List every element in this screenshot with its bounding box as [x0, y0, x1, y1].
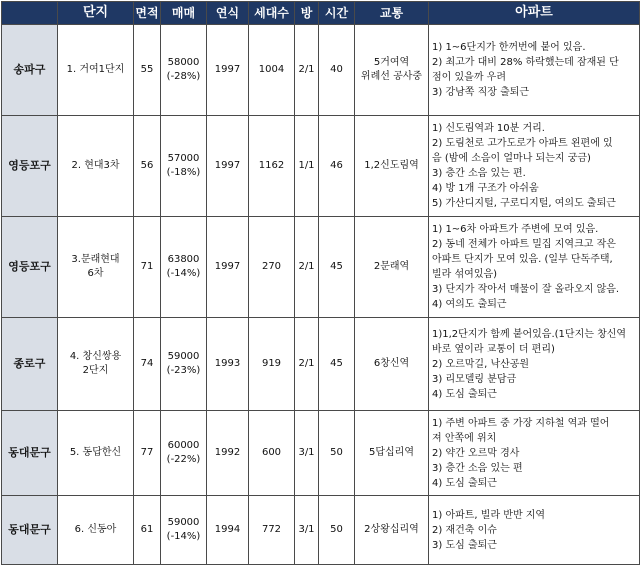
note-line: 3) 층간 소음 있는 편. [432, 168, 526, 179]
price-cell [161, 411, 207, 496]
area-cell: 71 [134, 217, 161, 318]
note-line: 5) 가산디지털, 구로디지털, 여의도 출퇴근 [432, 198, 616, 209]
price-value: 59000 [167, 517, 200, 528]
table-row [2, 217, 640, 318]
note-line: 져 안쪽에 위치 [432, 432, 497, 444]
header-notes: 아파트 [429, 2, 640, 25]
year-cell: 1997 [207, 25, 249, 116]
region-cell: 송파구 [2, 25, 58, 116]
notes-cell [429, 25, 640, 116]
notes-cell [429, 411, 640, 496]
area-cell: 56 [134, 116, 161, 217]
note-line: 3) 도심 출퇴근 [432, 539, 497, 551]
price-change: (-28%) [166, 71, 201, 82]
transit-cell [355, 25, 429, 116]
year-cell: 1997 [207, 217, 249, 318]
note-line: 빌라 섞여있음) [432, 269, 498, 280]
transit-line: 2상왕십리역 [364, 524, 419, 535]
price-value: 58000 [167, 57, 200, 68]
transit-cell [355, 217, 429, 318]
price-value: 59000 [167, 351, 200, 362]
note-line: 4) 도심 출퇴근 [432, 388, 497, 400]
year-cell: 1994 [207, 496, 249, 565]
table-row [2, 318, 640, 411]
region-cell: 동대문구 [2, 411, 58, 496]
danji-cell: 2. 현대3차 [58, 116, 134, 217]
header-time: 시간 [319, 2, 355, 25]
transit-cell [355, 496, 429, 565]
header-households: 세대수 [249, 2, 295, 25]
price-change: (-18%) [166, 167, 201, 178]
note-line: 1) 1~6단지가 한꺼번에 붙어 있음. [432, 42, 586, 53]
rooms-cell: 2/1 [295, 217, 319, 318]
table-row [2, 116, 640, 217]
price-value: 63800 [167, 254, 200, 265]
transit-cell [355, 318, 429, 411]
time-cell: 50 [319, 496, 355, 565]
price-cell [161, 217, 207, 318]
households-cell: 1004 [249, 25, 295, 116]
danji-cell [58, 318, 134, 411]
note-line: 4) 여의도 출퇴근 [432, 299, 507, 310]
time-cell: 50 [319, 411, 355, 496]
danji-cell: 6. 신동아 [58, 496, 134, 565]
area-cell: 77 [134, 411, 161, 496]
region-cell: 영등포구 [2, 116, 58, 217]
price-cell [161, 318, 207, 411]
area-cell: 74 [134, 318, 161, 411]
rooms-cell: 1/1 [295, 116, 319, 217]
year-cell: 1993 [207, 318, 249, 411]
note-line: 2) 약간 오르막 경사 [432, 447, 520, 459]
notes-cell [429, 116, 640, 217]
households-cell: 600 [249, 411, 295, 496]
transit-line: 위례선 공사중 [360, 71, 423, 82]
households-cell: 270 [249, 217, 295, 318]
note-line: 1)1,2단지가 함께 붙어있음.(1단지는 창신역 [432, 328, 627, 340]
transit-cell [355, 116, 429, 217]
header-row [2, 2, 640, 25]
price-change: (-14%) [166, 268, 201, 279]
danji-name-line: 3.문래현대 [71, 254, 120, 265]
danji-name-line: 2단지 [82, 365, 109, 376]
note-line: 1) 신도림역과 10분 거리. [432, 123, 545, 134]
note-line: 1) 1~6차 아파트가 주변에 모여 있음. [432, 224, 599, 235]
rooms-cell: 2/1 [295, 318, 319, 411]
note-line: 3) 리모델링 분담금 [432, 373, 517, 385]
area-cell: 55 [134, 25, 161, 116]
time-cell: 45 [319, 217, 355, 318]
note-line: 2) 최고가 대비 28% 하락했는데 잠재된 단 [432, 57, 619, 68]
price-value: 60000 [167, 440, 200, 451]
note-line: 2) 재건축 이슈 [432, 524, 497, 536]
danji-cell [58, 217, 134, 318]
note-line: 3) 단지가 작아서 매물이 잘 올라오지 않음. [432, 284, 620, 295]
transit-line: 6창신역 [373, 358, 410, 369]
region-cell: 영등포구 [2, 217, 58, 318]
rooms-cell: 3/1 [295, 496, 319, 565]
header-year: 연식 [207, 2, 249, 25]
note-line: 바로 옆이라 교통이 더 편리) [432, 343, 555, 355]
header-region [2, 2, 58, 25]
price-cell [161, 496, 207, 565]
note-line: 2) 오르막길, 낙산공원 [432, 358, 530, 370]
rooms-cell: 3/1 [295, 411, 319, 496]
notes-cell [429, 496, 640, 565]
header-rooms: 방 [295, 2, 319, 25]
notes-cell [429, 217, 640, 318]
households-cell: 1162 [249, 116, 295, 217]
note-line: 2) 동네 전체가 아파트 밀집 지역크고 작은 [432, 239, 616, 250]
transit-line: 5답십리역 [368, 447, 414, 458]
header-price: 매매 [161, 2, 207, 25]
note-line: 점이 있을까 우려 [432, 72, 506, 83]
price-cell [161, 116, 207, 217]
price-change: (-23%) [166, 365, 201, 376]
time-cell: 45 [319, 318, 355, 411]
notes-cell [429, 318, 640, 411]
table-row [2, 411, 640, 496]
table-row [2, 25, 640, 116]
households-cell: 919 [249, 318, 295, 411]
note-line: 3) 강남쪽 직장 출퇴근 [432, 87, 530, 98]
region-cell: 동대문구 [2, 496, 58, 565]
header-danji: 단지 [58, 2, 134, 25]
transit-line: 5거여역 [373, 57, 410, 68]
note-line: 4) 방 1개 구조가 아쉬움 [432, 183, 539, 194]
transit-line: 2문래역 [373, 261, 410, 272]
year-cell: 1997 [207, 116, 249, 217]
danji-cell: 5. 동답한신 [58, 411, 134, 496]
table-row [2, 496, 640, 565]
note-line: 아파트 단지가 모여 있음. (일부 단독주택, [432, 254, 613, 265]
header-area: 면적 [134, 2, 161, 25]
price-change: (-14%) [166, 531, 201, 542]
header-transit: 교통 [355, 2, 429, 25]
note-line: 3) 층간 소음 있는 편 [432, 462, 523, 474]
time-cell: 46 [319, 116, 355, 217]
apartment-comparison-table [1, 1, 640, 565]
households-cell: 772 [249, 496, 295, 565]
note-line: 2) 도림천로 고가도로가 아파트 왼편에 있 [432, 138, 613, 149]
price-value: 57000 [167, 153, 200, 164]
price-cell [161, 25, 207, 116]
danji-cell: 1. 거여1단지 [58, 25, 134, 116]
transit-line: 1,2신도림역 [364, 160, 419, 171]
note-line: 1) 아파트, 빌라 반반 지역 [432, 509, 546, 521]
region-cell: 종로구 [2, 318, 58, 411]
note-line: 4) 도심 출퇴근 [432, 477, 497, 489]
area-cell: 61 [134, 496, 161, 565]
transit-cell [355, 411, 429, 496]
danji-name-line: 6차 [87, 268, 104, 279]
danji-name-line: 4. 창신쌍용 [69, 351, 122, 362]
note-line: 1) 주변 아파트 중 가장 지하철 역과 떨어 [432, 417, 610, 429]
time-cell: 40 [319, 25, 355, 116]
price-change: (-22%) [166, 454, 201, 465]
rooms-cell: 2/1 [295, 25, 319, 116]
year-cell: 1992 [207, 411, 249, 496]
note-line: 음 (밤에 소음이 얼마나 되는지 궁금) [432, 153, 591, 164]
